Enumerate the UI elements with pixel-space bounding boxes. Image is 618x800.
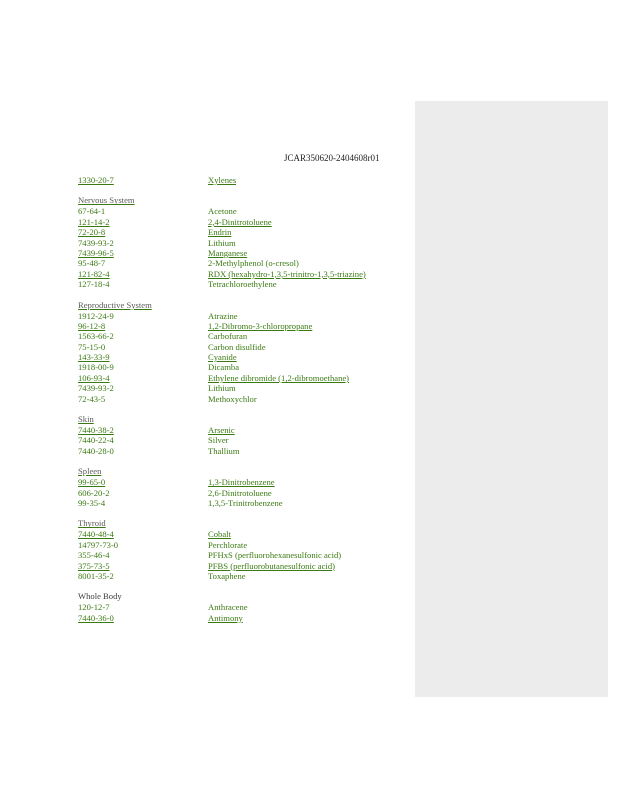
chemical-name: Tetrachloroethylene: [208, 279, 277, 290]
cas-number: 7440-36-0: [78, 612, 114, 623]
chemical-name: Cyanide: [208, 352, 237, 363]
chemical-name: Dicamba: [208, 362, 240, 373]
cas-number: 1912-24-9: [78, 310, 114, 321]
chemical-name: Antimony: [208, 612, 243, 623]
cas-number: 72-20-8: [78, 227, 106, 238]
section-header-label: Spleen: [78, 466, 102, 477]
cas-number: 7440-38-2: [78, 425, 114, 436]
table-row: [78, 217, 408, 227]
cas-number: 1563-66-2: [78, 331, 114, 342]
table-row: [78, 613, 408, 623]
chemical-name: Cobalt: [208, 529, 231, 540]
table-row: [78, 342, 408, 352]
table-row: [78, 279, 408, 289]
section-header-label: Skin: [78, 414, 94, 425]
cas-number: 1918-00-9: [78, 362, 114, 373]
table-row: [78, 550, 408, 560]
chemical-name: Ethylene dibromide (1,2-dibromoethane): [208, 372, 350, 383]
section-header: [78, 300, 408, 311]
cas-number: 67-64-1: [78, 206, 106, 217]
chemical-name: Perchlorate: [208, 539, 248, 550]
table-row: [78, 425, 408, 435]
section-header: [78, 518, 408, 529]
section-header-label: Reproductive System: [78, 299, 152, 310]
section-header: [78, 195, 408, 206]
table-row: [78, 362, 408, 372]
chemical-name: 2,4-Dinitrotoluene: [208, 216, 272, 227]
table-row: [78, 383, 408, 393]
section-header: [78, 414, 408, 425]
chemical-name: PFHxS (perfluorohexanesulfonic acid): [208, 550, 342, 561]
cas-number: 127-18-4: [78, 279, 110, 290]
table-row: [78, 248, 408, 258]
cas-number: 72-43-5: [78, 393, 106, 404]
chemical-name: 2,6-Dinitrotoluene: [208, 487, 272, 498]
chemical-name: RDX (hexahydro-1,3,5-trinitro-1,3,5-triazine): [208, 268, 366, 279]
cas-number: 120-12-7: [78, 602, 110, 613]
table-row: [78, 238, 408, 248]
table-row: [78, 571, 408, 581]
section-header: [78, 466, 408, 477]
cas-number: 355-46-4: [78, 550, 110, 561]
chemical-name: Anthracene: [208, 602, 248, 613]
section-header-label: Thyroid: [78, 518, 106, 529]
table-row: [78, 227, 408, 237]
table-row: [78, 446, 408, 456]
table-row: [78, 394, 408, 404]
cas-number: 1330-20-7: [78, 175, 114, 185]
cas-number: 106-93-4: [78, 372, 110, 383]
cas-number: 14797-73-0: [78, 539, 119, 550]
cas-number: 143-33-9: [78, 352, 110, 363]
chemical-name: 1,3,5-Trinitrobenzene: [208, 497, 283, 508]
chemical-name: Acetone: [208, 206, 237, 217]
chemical-name: Thallium: [208, 445, 240, 456]
cas-number: 7440-22-4: [78, 435, 114, 446]
chemical-table: [78, 175, 408, 623]
chemical-name: 2-Methylphenol (o-cresol): [208, 258, 299, 269]
table-row: [78, 321, 408, 331]
cas-number: 8001-35-2: [78, 570, 114, 581]
chemical-name: 1,3-Dinitrobenzene: [208, 477, 275, 488]
table-row: [78, 352, 408, 362]
section-header: [78, 591, 408, 602]
cas-number: 7440-28-0: [78, 445, 114, 456]
cas-number: 606-20-2: [78, 487, 110, 498]
chemical-name: Carbofuran: [208, 331, 248, 342]
chemical-name: Lithium: [208, 383, 236, 394]
comment-margin-panel: [415, 101, 608, 697]
cas-number: 99-35-4: [78, 497, 106, 508]
table-row: [78, 602, 408, 612]
table-row: [78, 206, 408, 216]
table-row: [78, 311, 408, 321]
table-row: [78, 269, 408, 279]
chemical-name: Lithium: [208, 237, 236, 248]
cas-number: 375-73-5: [78, 560, 110, 571]
cas-number: 95-48-7: [78, 258, 106, 269]
chemical-name: PFBS (perfluorobutanesulfonic acid): [208, 560, 335, 571]
cas-number: 121-82-4: [78, 268, 110, 279]
chemical-name: Arsenic: [208, 425, 235, 436]
cas-number: 75-15-0: [78, 341, 106, 352]
cas-number: 99-65-0: [78, 477, 106, 488]
table-row: [78, 331, 408, 341]
table-row: [78, 175, 408, 185]
cas-number: 7439-93-2: [78, 383, 114, 394]
table-row: [78, 540, 408, 550]
table-row: [78, 477, 408, 487]
cas-number: 121-14-2: [78, 216, 110, 227]
chemical-name: Atrazine: [208, 310, 238, 321]
chemical-name: Endrin: [208, 227, 232, 238]
chemical-name: Methoxychlor: [208, 393, 257, 404]
table-row: [78, 529, 408, 539]
chemical-name: Xylenes: [208, 175, 237, 185]
chemical-name: Carbon disulfide: [208, 341, 266, 352]
chemical-name: 1,2-Dibromo-3-chloropropane: [208, 320, 313, 331]
cas-number: 7440-48-4: [78, 529, 114, 540]
cas-number: 7439-93-2: [78, 237, 114, 248]
table-row: [78, 498, 408, 508]
table-row: [78, 373, 408, 383]
section-header-label: Nervous System: [78, 195, 135, 206]
chemical-name: Silver: [208, 435, 229, 446]
section-header-label: Whole Body: [78, 591, 122, 602]
table-row: [78, 435, 408, 445]
chemical-name: Manganese: [208, 247, 248, 258]
cas-number: 96-12-8: [78, 320, 106, 331]
document-id: JCAR350620-2404608r01: [284, 153, 380, 163]
table-row: [78, 258, 408, 268]
table-row: [78, 561, 408, 571]
cas-number: 7439-96-5: [78, 247, 114, 258]
chemical-name: Toxaphene: [208, 570, 246, 581]
table-row: [78, 488, 408, 498]
